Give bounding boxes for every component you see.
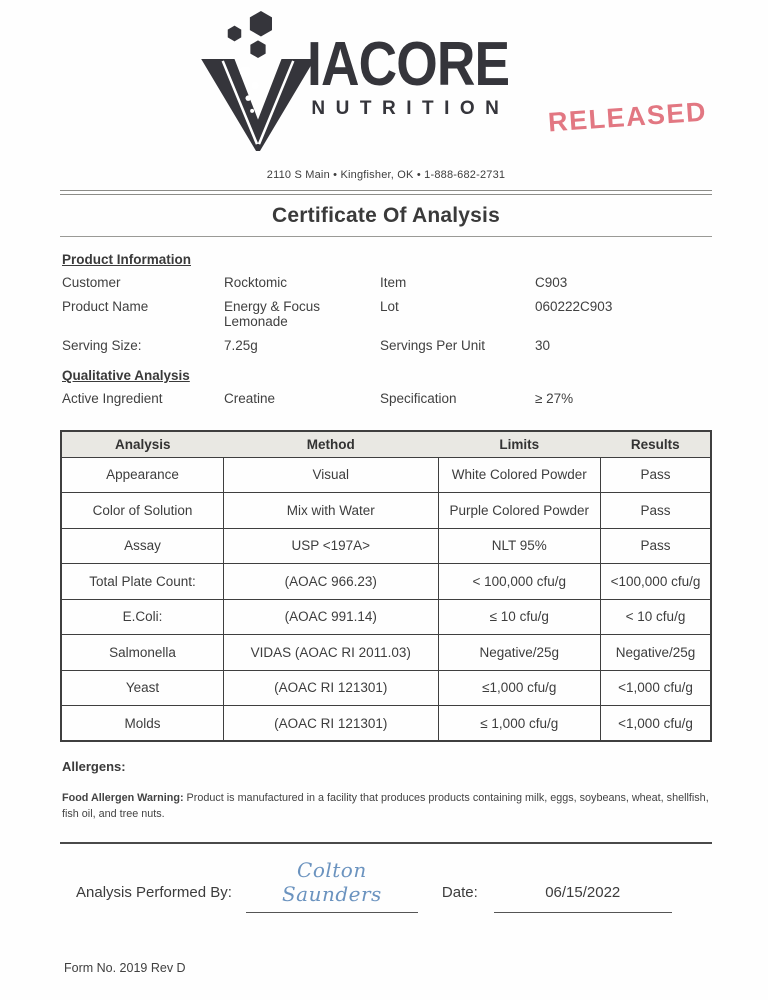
table-cell: Pass — [601, 493, 712, 529]
product-information-fields — [62, 275, 712, 353]
allergen-warning-label: Food Allergen Warning: — [62, 792, 184, 804]
brand-subtitle: NUTRITION — [311, 98, 510, 119]
table-cell: <100,000 cfu/g — [601, 564, 712, 600]
table-cell: Pass — [601, 457, 712, 493]
table-cell: E.Coli: — [61, 599, 224, 635]
table-row — [61, 457, 711, 493]
table-cell: (AOAC RI 121301) — [224, 706, 439, 742]
table-cell: ≤ 10 cfu/g — [438, 599, 601, 635]
table-cell: Purple Colored Powder — [438, 493, 601, 529]
product-information-heading: Product Information — [62, 252, 191, 267]
field-label: Specification — [380, 391, 457, 406]
date-value: 06/15/2022 — [494, 884, 672, 913]
table-cell: (AOAC RI 121301) — [224, 670, 439, 706]
table-cell: Total Plate Count: — [61, 564, 224, 600]
field-label: Item — [380, 275, 407, 290]
table-cell: ≤1,000 cfu/g — [438, 670, 601, 706]
table-cell: Mix with Water — [224, 493, 439, 529]
table-header-cell: Limits — [438, 431, 601, 457]
table-row — [61, 528, 711, 564]
field-label: Servings Per Unit — [380, 338, 486, 353]
table-cell: Yeast — [61, 670, 224, 706]
released-stamp: RELEASED — [547, 96, 708, 138]
field-value: C903 — [535, 275, 568, 290]
v-flask-hexagons-icon — [199, 10, 317, 152]
qualitative-analysis-section — [60, 368, 712, 406]
table-cell: VIDAS (AOAC RI 2011.03) — [224, 635, 439, 671]
signature-divider — [60, 842, 712, 844]
allergen-warning-text: Product is manufactured in a facility that produces products containing milk, eggs, soybeans, wheat, shellfish, fish oil, and tree nuts. — [62, 792, 709, 821]
field-row — [62, 275, 712, 290]
field-value: Energy & Focus Lemonade — [224, 299, 321, 329]
table-cell: Visual — [224, 457, 439, 493]
double-rule — [60, 190, 712, 195]
page-title: Certificate Of Analysis — [272, 204, 500, 227]
brand-text — [307, 10, 542, 120]
signature-block — [76, 858, 712, 913]
table-row — [61, 706, 711, 742]
brand-name: IACORE — [307, 30, 510, 99]
table-row — [61, 670, 711, 706]
field-value: 060222C903 — [535, 299, 613, 314]
table-header-cell: Results — [601, 431, 712, 457]
company-address: 2110 S Main • Kingfisher, OK • 1-888-682-2731 — [266, 169, 506, 181]
table-row — [61, 493, 711, 529]
allergen-warning — [62, 790, 712, 822]
table-cell: < 100,000 cfu/g — [438, 564, 601, 600]
table-cell: USP <197A> — [224, 528, 439, 564]
table-cell: Negative/25g — [438, 635, 601, 671]
table-row — [61, 635, 711, 671]
field-row — [62, 299, 712, 329]
table-cell: (AOAC 966.23) — [224, 564, 439, 600]
table-header-cell: Method — [224, 431, 439, 457]
table-row — [61, 599, 711, 635]
table-row — [61, 564, 711, 600]
table-cell: White Colored Powder — [438, 457, 601, 493]
table-cell: Color of Solution — [61, 493, 224, 529]
field-label: Serving Size: — [62, 338, 142, 353]
field-value: Creatine — [224, 391, 276, 406]
field-label: Customer — [62, 275, 121, 290]
qualitative-analysis-fields — [62, 391, 712, 406]
date-label: Date: — [441, 884, 478, 902]
table-header-cell: Analysis — [61, 431, 224, 457]
table-cell: Appearance — [61, 457, 224, 493]
field-label: Lot — [380, 299, 399, 314]
field-row — [62, 391, 712, 406]
field-label: Product Name — [62, 299, 149, 314]
qualitative-analysis-heading: Qualitative Analysis — [62, 368, 190, 383]
table-cell: < 10 cfu/g — [601, 599, 712, 635]
allergens-heading: Allergens: — [62, 759, 126, 774]
field-value: ≥ 27% — [535, 391, 574, 406]
allergens-section — [60, 759, 712, 822]
table-cell: <1,000 cfu/g — [601, 670, 712, 706]
table-header-row — [61, 431, 711, 457]
field-value: Rocktomic — [224, 275, 288, 290]
field-value: 7.25g — [224, 338, 258, 353]
table-cell: (AOAC 991.14) — [224, 599, 439, 635]
title-rule — [60, 236, 712, 237]
signature-line — [246, 858, 418, 913]
field-value: 30 — [535, 338, 551, 353]
letterhead — [60, 6, 712, 181]
table-cell: Molds — [61, 706, 224, 742]
signature-name: Colton Saunders — [281, 858, 382, 907]
table-cell: NLT 95% — [438, 528, 601, 564]
field-label: Active Ingredient — [62, 391, 163, 406]
results-table — [60, 430, 712, 742]
table-cell: Negative/25g — [601, 635, 712, 671]
table-cell: <1,000 cfu/g — [601, 706, 712, 742]
performed-by-label: Analysis Performed By: — [76, 884, 232, 902]
table-cell: ≤ 1,000 cfu/g — [438, 706, 601, 742]
table-cell: Assay — [61, 528, 224, 564]
product-information-section — [60, 252, 712, 353]
field-row — [62, 338, 712, 353]
table-cell: Pass — [601, 528, 712, 564]
form-number: Form No. 2019 Rev D — [64, 961, 186, 976]
viacore-logo — [199, 10, 542, 152]
table-cell: Salmonella — [61, 635, 224, 671]
